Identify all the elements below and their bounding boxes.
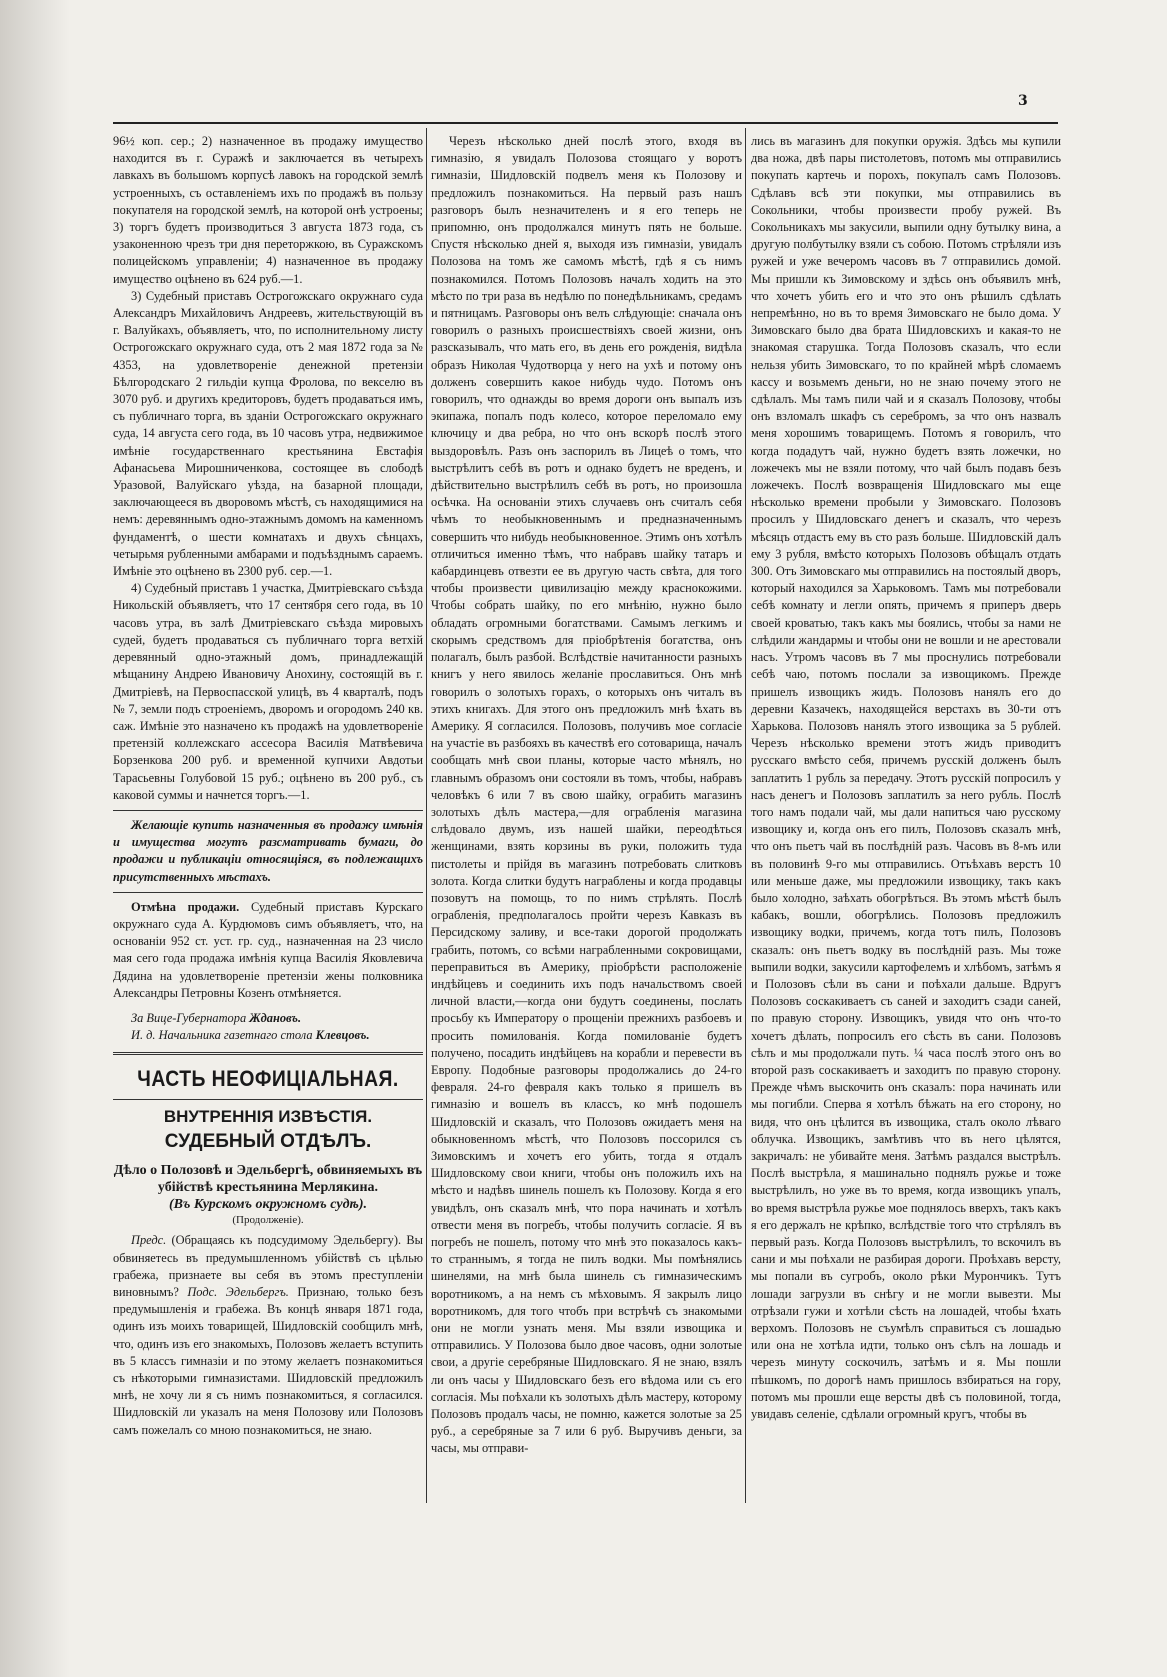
cancel-heading: Отмѣна продажи.	[131, 899, 240, 914]
case-title: Дѣло о Полозовѣ и Эдельбергѣ, обвиняемыхъ въ убійствѣ крестьянина Мерлякина.	[113, 1163, 423, 1196]
announcement-4: 4) Судебный приставъ 1 участка, Дмитріевскаго съѣзда Никольскій объявляетъ, что 17 сентября сего года, въ 10 часовъ утра, въ залѣ Дмитріевскаго съѣзда мировыхъ судей, будетъ продаваться съ публичнаго торга ветхій деревянный одно-этажный домъ, принадлежащій мѣщанину Андрею Ивановичу Анохину, состоящій въ г. Дмитріевѣ, на Первоспасской улицѣ, въ 4 кварталѣ, подъ № 7, земли подъ строеніемъ, дворомъ и огородомъ 240 кв. саж. Имѣніе это назначено къ продажѣ на удовлетвореніе претензій коллежскаго ассесора Василія Матвѣевича Борзенкова 200 руб. и временной купчихи Авдотьи Тарасьевны Голубовой 15 руб.; оцѣнено въ 200 руб., съ каковой суммы и начнется торгъ.—1.	[113, 581, 423, 802]
announcement-2-tail: 96½ коп. сер.; 2) назначенное въ продажу имущество находится въ г. Суражѣ и заключается въ четырехъ лавкахъ въ большомъ корпусѣ лавокъ на городской землѣ устроенныхъ, съ оставленіемъ ихъ по продажѣ въ пользу покупателя на городской землѣ, на которой онѣ устроены; 3) торгъ будетъ производиться 3 августа 1873 года, съ узаконенною чрезъ три дня переторжкою, въ Суражскомъ полицейскомъ управленіи; 4) назначенное въ продажу имущество оцѣнено въ 624 руб.—1.	[113, 134, 423, 286]
signature-2-label: И. д. Начальника газетнаго стола	[131, 1028, 313, 1043]
cancel-body: Судебный приставъ Курскаго окружнаго суда А. Курдюмовъ симъ объявляетъ, что, на основаніи 952 ст. уст. гр. суд., назначенная на 23 число мая сего года продажа имѣнія купца Василія Яковлевича Дядина на удовлетвореніе претензіи жены полковника Александры Петровны Козенъ отмѣняется.	[113, 899, 423, 1000]
case-continuation: (Продолженіе).	[232, 1214, 304, 1227]
column-rule-1	[426, 128, 427, 1503]
department-title: СУДЕБНЫЙ ОТДѢЛЪ.	[164, 1131, 372, 1153]
signature-2	[113, 1027, 423, 1044]
presiding-question: Вы обвиняетесь въ предумышленномъ убійствѣ съ цѣлью грабежа, признаете вы себя въ этомъ преступленіи виновнымъ?	[113, 1233, 423, 1299]
scan-edge-shadow	[0, 0, 70, 1677]
stage-note: (Обращаясь къ подсудимому Эдельбергу).	[166, 1233, 402, 1248]
double-separator	[113, 1052, 423, 1055]
header-rule	[113, 122, 1058, 124]
separator	[113, 892, 423, 893]
subsection-title: ВНУТРЕННІЯ ИЗВѢСТІЯ.	[163, 1107, 373, 1127]
page-number: 3	[1018, 93, 1028, 109]
testimony-text-continued: лись въ магазинъ для покупки оружія. Здѣсь мы купили два ножа, двѣ пары пистолетовъ, потомъ мы отправились покупать картечь и порохъ, покупалъ самъ Полозовъ. Сдѣлавъ всѣ эти покупки, мы отправились въ Сокольники, чтобы произвести пробу ружей. Въ Сокольникахъ мы закусили, выпили одну бутылку вина, а другую полбутылку взяли съ собою. Потомъ стрѣляли изъ ружей и уже вечеромъ часовъ въ 7 отправились домой. Мы пришли къ Зимовскому и здѣсь онъ объявилъ мнѣ, что хочетъ убить его и что это онъ рѣшилъ сдѣлать непремѣнно, но въ то время Зимовскаго не было дома. У Зимовскаго было два брата Шидловскихъ и какая-то не знакомая старушка. Тогда Полозовъ сказалъ, что если нельзя убить Зимовскаго, то по крайней мѣрѣ сломаемъ кассу и возьмемъ деньги, но не знаю почему этого не сдѣлалъ. Мы тамъ пили чай и я сказалъ Полозову, чтобы онъ взломалъ шкафъ съ серебромъ, за что онъ назвалъ меня хорошимъ товарищемъ. Потомъ я говорилъ, что когда подадутъ чай, нужно будетъ взять ложечки, но ложечекъ мы не взяли потому, что чай былъ подавъ безъ ложечекъ. Послѣ возвращенія Шидловскаго мы еще нѣсколько времени пробыли у Зимовскаго. Полозовъ просилъ у Шидловскаго денегъ и сказалъ, что черезъ мѣсяцъ отдастъ ему въ сто разъ больше. Шидловскій далъ ему 3 рубля, вмѣсто которыхъ Полозовъ обѣщалъ отдать 300. Отъ Зимовскаго мы отправились на постоялый дворъ, который находился за Харьковомъ. Тамъ мы потребовали себѣ комнату и легли опять, причемъ я приперъ дверь своей кроватью, такъ какъ мы боялись, чтобы за нами не слѣдили жандармы и чтобы они не вошли и не арестовали насъ. Утромъ часовъ въ 7 мы проснулись потребовали себѣ чаю, потомъ послали за извощикомъ. Прежде пришелъ извощикъ жидъ. Полозовъ нанялъ его до деревни Казачекъ, находящейся верстахъ въ 30-ти отъ Харькова. Полозовъ нанялъ этого извощика за 5 рублей. Черезъ нѣсколько времени этотъ жидъ приводитъ русскаго вмѣсто себя, причемъ русскій долженъ былъ заплатить 1 рубль за передачу. Этотъ русскій попросилъ у насъ денегъ и Полозовъ заплатилъ за него рубль. Послѣ того намъ подали чай, мы дали напиться чаю русскому извощику и, когда онъ его пилъ, Полозовъ сказалъ мнѣ, что онъ пьетъ чай въ послѣдній разъ. Часовъ въ 8-мъ или въ половинѣ 9-го мы отправились. Отъѣхавъ верстъ 10 или меньше даже, мы предложили извощику, такъ какъ было холодно, заѣхать обогрѣться. Въ этомъ мѣстѣ былъ кабакъ, вошли, обогрѣлись. Полозовъ предложилъ извощику водки, причемъ, когда тотъ пилъ, Полозовъ сказалъ: онъ пьетъ водку въ послѣдній разъ. Мы тоже выпили водки, закусили картофелемъ и хлѣбомъ, затѣмъ я и Полозовъ сѣли въ сани и поѣхали дальше. Вдругъ Полозовъ соскакиваетъ съ саней и заходитъ сзади саней, по правую сторону. Извощикъ, увидя что онъ что-то хочетъ дѣлать, попросилъ его сѣсть въ сани. Полозовъ сѣлъ и мы продолжали путь. ¼ часа послѣ этого онъ во второй разъ соскакиваетъ и заходитъ по правую сторону. Прежде чѣмъ выскочить онъ сказалъ: пора начинать или мы погибли. Сперва я хотѣлъ бѣжать на его сторону, но видя, что онъ цѣлится въ извощика, сталъ около лѣваго облучка. Извощикъ, замѣтивъ что въ него цѣлятся, закричалъ: не убивайте меня. Затѣмъ раздался выстрѣлъ. Послѣ выстрѣла, я машинально поднялъ ружье и тоже выстрѣлилъ, но уже въ то время, когда извощикъ упалъ, во время выстрѣла ружье мое поднялось вверхъ, такъ какъ я его держалъ не крѣпко, вслѣдствіе того что стрѣлялъ въ первый разъ. Когда Полозовъ выстрѣлилъ, то вскочилъ въ сани и мы поѣхали не разбирая дороги. Проѣхавъ версту, мы попали въ сугробъ, около рѣки Мурончикъ. Тутъ лошади загрузли въ снѣгу и не могли вывезти. Мы отрѣзали гужи и хотѣли сѣсть на лошадей, чтобы ѣхать верхомъ. Полозовъ не съумѣлъ справиться съ лошадью или она не хотѣла идти, только онъ сѣлъ на лошадь и черезъ минуту соскочилъ, затѣмъ и я. Мы пошли пѣшкомъ, по дорогѣ намъ пришлось взбираться на гору, потомъ мы прошли еще версты двѣ съ половиной, тогда, увидавъ селеніе, сдѣлали огромный кругъ, чтобы въ	[751, 134, 1061, 1422]
column-2	[431, 133, 742, 1503]
speaker-defendant: Подс. Эдельбергъ.	[178, 1284, 289, 1299]
column-rule-2	[745, 128, 746, 1503]
section-title: ЧАСТЬ НЕОФИЦІАЛЬНАЯ.	[137, 1066, 399, 1092]
signature-1-name: Ждановъ.	[249, 1010, 302, 1025]
trial-dialogue	[113, 1232, 423, 1438]
signature-1-label: За Вице-Губернатора	[131, 1010, 247, 1025]
signature-2-name: Клевцовъ.	[315, 1028, 370, 1043]
speaker-presiding: Предс.	[131, 1233, 167, 1248]
defendant-answer: Признаю, только безъ предумышленія и грабежа. Въ концѣ января 1871 года, одинъ изъ моихъ товарищей, Шидловскій сообщилъ мнѣ, что, одинъ изъ его знакомыхъ, Полозовъ желаетъ вступить въ 5 классъ гимназіи и по этому желаетъ познакомиться съ нѣкоторыми гимназистами. Шидловскій предложилъ мнѣ, не хочу ли я съ нимъ познакомиться, я согласился. Шидловскій ли указалъ на меня Полозову или Полозовъ самъ пожелалъ со мною познакомиться, не знаю.	[113, 1284, 423, 1437]
separator	[113, 810, 423, 811]
signature-1	[113, 1010, 423, 1027]
separator	[113, 1099, 423, 1100]
case-court: (Въ Курскомъ окружномъ судѣ).	[168, 1197, 368, 1213]
announcement-3: 3) Судебный приставъ Острогожскаго окружнаго суда Александръ Михайловичъ Андреевъ, жительствующій въ г. Валуйкахъ, объявляетъ, что, по исполнительному листу Острогожскаго окружнаго суда, отъ 2 мая 1872 года за № 4353, на удовлетвореніе денежной претензіи Бѣлгородскаго 2 гильдіи купца Фролова, по векселю въ 3070 руб. и другихъ кредиторовъ, будетъ продаваться имъ, съ публичнаго торга, въ зданіи Острогожскаго окружнаго суда, 14 августа сего года, въ 10 часовъ утра, недвижимое имѣніе государственнаго крестьянина Евстафія Афанасьева Мирошниченкова, состоящее въ слободѣ Уразовой, Валуйскаго уѣзда, на базарной площади, заключающееся въ дворовомъ мѣстѣ, съ находящимися на немъ: деревяннымъ одно-этажнымъ домомъ на каменномъ фундаментѣ, о шести комнатахъ и двухъ сѣнцахъ, четырьмя рубленными амбарами и подъѣзднымъ сараемъ. Имѣніе это оцѣнено въ 2300 руб. сер.—1.	[113, 288, 423, 579]
column-3	[751, 133, 1061, 1503]
sale-cancellation	[113, 899, 423, 1002]
column-1	[113, 133, 423, 1633]
buyers-note: Желающіе купить назначенныя въ продажу имѣнія и имущества могутъ разсматривать бумаги, до продажи и публикаціи относящіяся, въ подлежащихъ присутственныхъ мѣстахъ.	[113, 817, 423, 884]
testimony-text: Черезъ нѣсколько дней послѣ этого, входя въ гимназію, я увидалъ Полозова стоящаго у воротъ гимназіи, Шидловскій подвелъ меня къ Полозову и предложилъ познакомиться. На первый разъ нашъ разговоръ былъ незначителенъ и я его теперь не припомню, онъ продолжался минутъ пять не больше. Спустя нѣсколько дней я, выходя изъ гимназіи, увидалъ Полозова на томъ же самомъ мѣстѣ, гдѣ я съ нимъ познакомился. Потомъ Полозовъ началъ ходить на это мѣсто по три раза въ недѣлю по понедѣльникамъ, средамъ и пятницамъ. Разговоры онъ велъ слѣдующіе: сначала онъ говорилъ о разныхъ происшествіяхъ своей жизни, онъ разсказывалъ, что мать его, въ день его рожденія, видѣла образъ Николая Чудотворца у него на ухѣ и потому онъ долженъ совершить какое нибудь чудо. Потомъ онъ говорилъ, что однажды во время дороги онъ выпалъ изъ экипажа, попалъ подъ колесо, которое переломало ему ключицу и два ребра, но что онъ вскорѣ послѣ этого выздоровѣлъ. Разъ онъ заспорилъ въ Лицеѣ о томъ, что выстрѣлитъ себѣ въ ротъ и однако будетъ не вреденъ, и дѣйствительно выстрѣлилъ себѣ въ ротъ, но произошла осѣчка. На основаніи этихъ случаевъ онъ считалъ себя чѣмъ то необыкновеннымъ и предназначеннымъ совершить что нибудь необыкновенное. Этимъ онъ хотѣлъ отличиться именно тѣмъ, что набравъ шайку татаръ и кабардинцевъ отвезти ее въ другую часть свѣта, для того чтобы произвести цивилизацію между краснокожими. Чтобы собрать шайку, по его мнѣнію, нужно было обладать огромными богатствами. Самымъ легкимъ и скорымъ средствомъ для пріобрѣтенія богатства, онъ полагалъ, былъ разбой. Вслѣдствіе начитанности разныхъ книгъ у него явилось желаніе прославиться. Онъ мнѣ говорилъ о золотыхъ горахъ, о которыхъ онъ читалъ въ этихъ книгахъ. Для этого онъ предложилъ мнѣ ѣхать въ Америку. Я согласился. Полозовъ, получивъ мое согласіе на участіе въ разбояхъ въ качествѣ его сотоварища, началъ сообщать мнѣ свои планы, которые часто мѣнялъ, но главнымъ образомъ они состояли въ томъ, чтобы, набравъ человѣкъ 6 или 7 въ свою шайку, ограбить магазинъ золотыхъ дѣлъ мастера,—для ограбленія магазина слѣдовало двумъ, изъ нашей шайки, переодѣться женщинами, взять корзины въ руки, положить туда пистолеты и прійдя въ магазинъ потребовать слитковъ золота. Когда слитки будутъ награблены и когда продавцы позовутъ на помощь, то по нимъ стрѣлять. Послѣ ограбленія, предполагалось пройти черезъ Кавказъ въ Персидскому заливу, и все-таки дорогой продолжать грабить, потомъ, со всѣми награбленными сокровищами, переправиться въ Америку, пріобрѣсти расположеніе индѣйцевъ и соединить ихъ подъ начальствомъ своей личной власти,—когда они будутъ соединены, послать просьбу къ Императору о прощеніи прежнихъ разбоевъ и просить помилованія. Когда помилованіе будетъ получено, посадить индѣйцевъ на корабли и перевести въ Европу. Подобные разговоры продолжались до 24-го февраля. 24-го февраля какъ только я пришелъ въ гимназію и вошелъ въ классъ, ко мнѣ подошелъ Шидловскій и сказалъ, что Полозовъ ожидаетъ меня на обыкновенномъ мѣстѣ, что Полозовъ поссорился съ Зимовскимъ и хочетъ его убить, тогда я отдалъ Шидловскому свои книги, чтобы онъ положилъ ихъ на мѣсто и надѣвъ шинель пошелъ къ Полозову. Когда я его увидѣлъ, онъ сказалъ мнѣ, что пора начинать и хотѣлъ отвести меня въ погребъ, чтобы получить согласіе. Я въ погребъ не пошелъ, потому что мнѣ это показалось какъ-то страннымъ, я тогда не пилъ водки. Мы помѣнялись шинелями, на мнѣ была шинель съ гимназическимъ воротникомъ, а на немъ съ мѣховымъ. Я закрылъ лицо воротникомъ, для того чтобъ при встрѣчѣ съ знакомыми они не могли узнать меня. Мы взяли извощика и отправились. У Полозова было двое часовъ, одни золотые свои, а другіе серебряные Шидловскаго. Я не знаю, взялъ ли онъ часы у Шидловскаго безъ его вѣдома или съ его согласія. Мы поѣхали къ золотыхъ дѣлъ мастеру, которому Полозовъ продалъ часы, не помню, кажется золотые за 25 руб., а серебряные за 7 или 6 руб. Выручивъ деньги, за часы, мы отправи-	[431, 134, 742, 1456]
